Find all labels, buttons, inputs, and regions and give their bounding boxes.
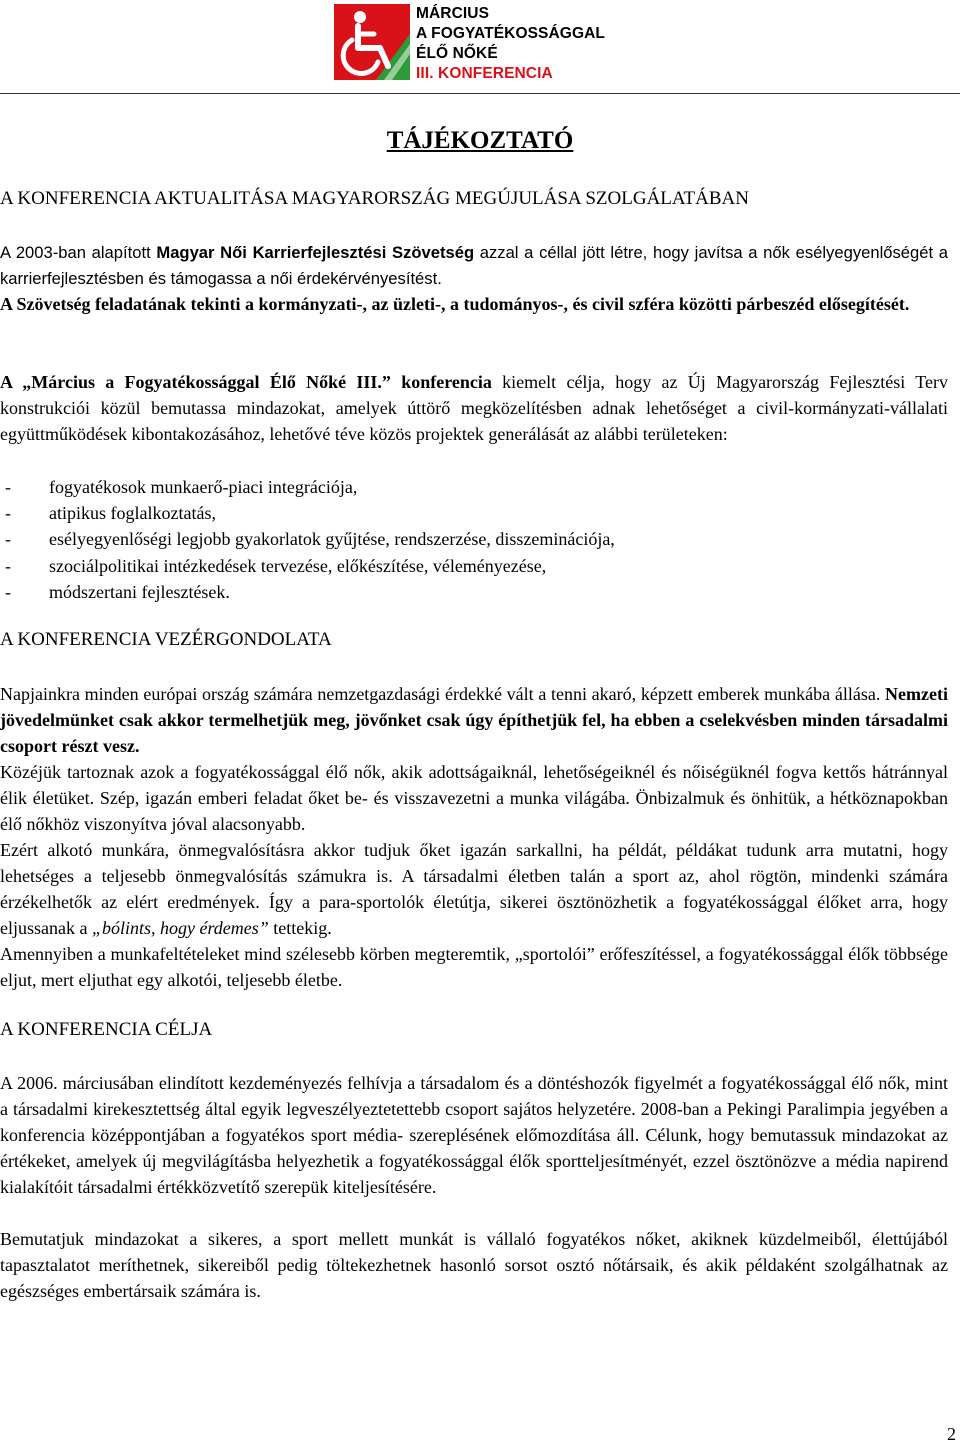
conference-goal-paragraph: A „Március a Fogyatékossággal Élő Nőké III.” konferencia kiemelt célja, hogy az Új Magyarország Fejlesztési Terv konstrukciói közül bemutassa mindazokat, amelyek úttörő megközelítésben adnak lehetőséget a civil-kormányzati-vállalati együttműködések kibontakozásához, lehetővé téve közös projektek generálását az alábbi területeken: (0, 372, 948, 444)
wheelchair-icon (334, 4, 410, 80)
logo-line: ÉLŐ NŐKÉ (416, 45, 498, 62)
logo-mark (334, 4, 410, 80)
section-heading-goal: A KONFERENCIA CÉLJA (0, 1019, 213, 1040)
target-group-paragraph: Közéjük tartoznak azok a fogyatékossággal élő nők, akik adottságaiknál, lehetőségeiknél és nőiségüknél fogva kettős hátránnyal élik életüket. Szép, igazán emberi feladat őket be- és visszavezetni a munka világába. Önbizalmuk és önhitük, a hétköznapokban élő nőkhöz viszonyítva jóval alacsonyabb. (0, 762, 948, 834)
page-number: 2 (947, 1424, 956, 1444)
presentation-paragraph: Bemutatjuk mindazokat a sikeres, a sport mellett munkát is vállaló fogyatékos nőket, akiknek küzdelmeiből, élettújából tapasztalatot meríthetnek, sikereiből pedig töltekezhetnek hasonló sorsot osztó nőtársaik, és akik példaként szolgálhatnak az egészséges embertársaik számára is. (0, 1229, 948, 1301)
sport-example-paragraph: Ezért alkotó munkára, önmegvalósításra akkor tudjuk őket igazán sarkallni, ha példát, példákat tudunk arra mutatni, hogy lehetséges a teljesebb önmegvalósítás számukra is. A társadalmi életben talán a sport az, ahol rögtön, mindenki számára érzékelhetők az elért eredmények. Így a para-sportolók életútja, sikerei ösztönözhetik a fogyatékossággal élőket arra, hogy eljussanak a „bólints, hogy érdemes” tettekig. (0, 840, 948, 938)
list-item: - esélyegyenlőségi legjobb gyakorlatok gyűjtése, rendszerzése, disszeminációja, (0, 526, 615, 552)
header-divider (0, 93, 960, 94)
logo-line: A FOGYATÉKOSSÁGGAL (416, 25, 605, 42)
work-conditions-paragraph: Amennyiben a munkafeltételeket mind szélesebb körben megteremtik, „sportolói” erőfeszítéssel, a fogyatékossággal élők többsége eljut, mert eljuthat egy alkotói, teljesebb életbe. (0, 944, 948, 990)
section-heading-actuality: A KONFERENCIA AKTUALITÁSA MAGYARORSZÁG MEGÚJULÁSA SZOLGÁLATÁBAN (0, 188, 749, 209)
association-mission-paragraph: A Szövetség feladatának tekinti a kormányzati-, az üzleti-, a tudományos-, és civil szféra közötti párbeszéd elősegítését. (0, 294, 910, 314)
guiding-idea-paragraph: Napjainkra minden európai ország számára nemzetgazdasági érdekké vált a tenni akaró, képzett emberek munkába állása. Nemzeti jövedelmünket csak akkor termelhetjük meg, jövőnket csak úgy építhetjük fel, ha ebben a cselekvésben minden társadalmi csoport részt vesz. (0, 684, 948, 756)
logo-line: MÁRCIUS (416, 5, 490, 22)
goal-paragraph: A 2006. márciusában elindított kezdeményezés felhívja a társadalom és a döntéshozók figyelmét a fogyatékossággal élő nők, mint a társadalmi kirekesztettség által egyik legveszélyeztetettebb csoport sajátos helyzetére. 2008-ban a Pekingi Paralimpia jegyében a konferencia középpontjában a fogyatékos sport média- szereplésének előmozdítása áll. Célunk, hogy bemutassuk mindazokat az értékeket, amelyek új megvilágításba helyezhetik a fogyatékossággal élők sportteljesítményét, ezzel ösztönözve a média napirend kialakítóit társadalmi értékközvetítő szerepük kiteljesítésére. (0, 1073, 948, 1197)
conference-logo (334, 4, 605, 84)
logo-line: III. KONFERENCIA (416, 65, 553, 82)
list-item: - atipikus foglalkoztatás, (0, 500, 615, 526)
focus-areas-list (0, 474, 615, 605)
logo-text (416, 4, 605, 84)
list-item: - szociálpolitikai intézkedések tervezése, előkészítése, véleményezése, (0, 553, 615, 579)
section-heading-guiding-idea: A KONFERENCIA VEZÉRGONDOLATA (0, 629, 332, 650)
intro-paragraph: A 2003-ban alapított Magyar Női Karrierfejlesztési Szövetség azzal a céllal jött létre, hogy javítsa a nők esélyegyenlőségét a karrierfejlesztésben és támogassa a női érdekérvényesítést. (0, 243, 948, 288)
list-item: - fogyatékosok munkaerő-piaci integrációja, (0, 474, 615, 500)
page-title: TÁJÉKOZTATÓ (386, 127, 574, 154)
list-item: - módszertani fejlesztések. (0, 579, 615, 605)
